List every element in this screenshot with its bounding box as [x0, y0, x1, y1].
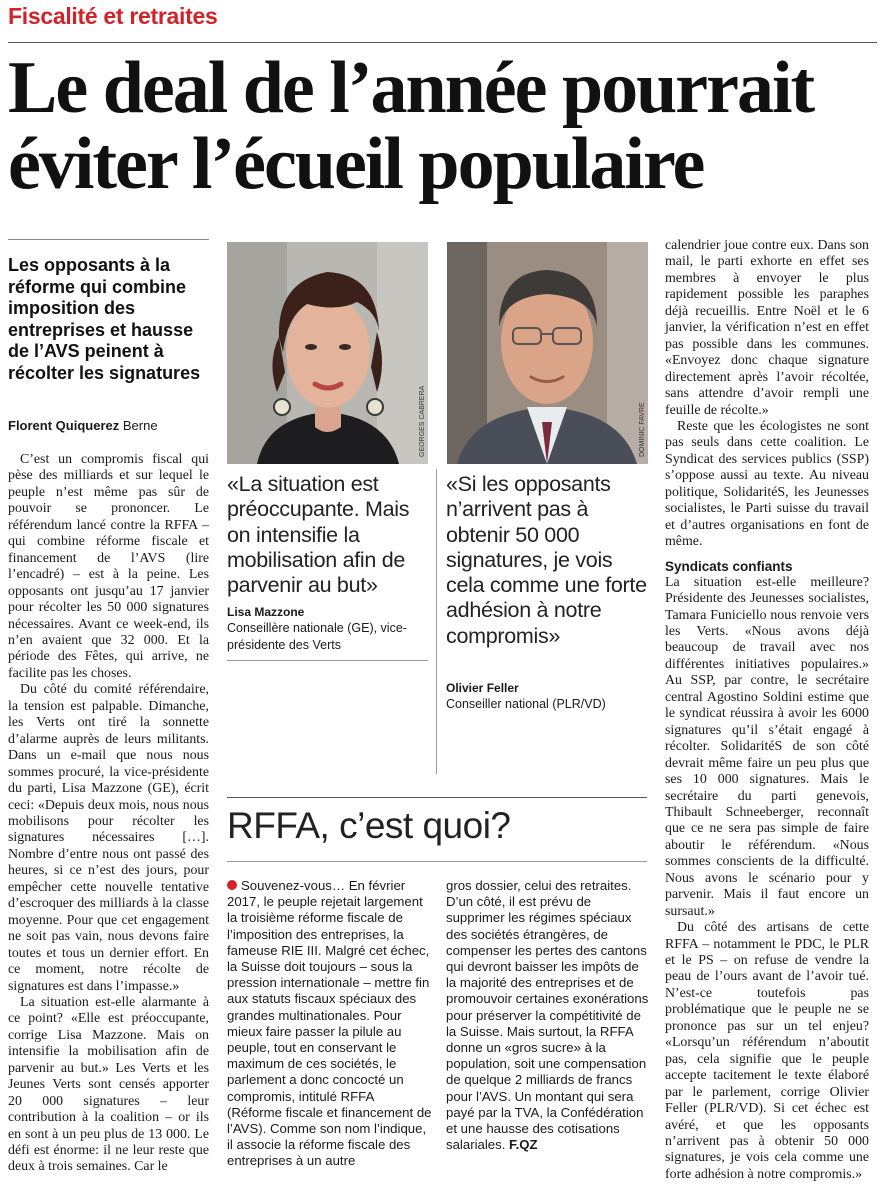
box-text-2: gros dossier, celui des retraites. D’un côté, il est prévu de supprimer les régimes spéciaux des sociétés étrangères, de compenser les pertes des cantons qui devront baisser les impôts de la majorité des entreprises et de promouvoir certaines exonérations pour préserver la compétitivité de la Suisse. Mais surtout, la RFFA donne un «gros sucre» à la population, soit une compensation de quelque 2 milliards de francs pour l’AVS. Un montant qui sera payé par la TVA, la Confédération et une hausse des cotisations salariales. [446, 878, 649, 1153]
pull-quote-feller: «Si les opposants n’arrivent pas à obtenir 50 000 signatures, je vois cela comme une forte adhésion à notre compromis» [446, 472, 647, 648]
body-paragraph: C’est un compromis fiscal qui pèse des milliards et sur lequel le peuple n’est même pas sûr de pouvoir se prononcer. Le référendum lancé contre la RFFA – qui combine réforme fiscale et financement de l’AVS (lire l’encadré) – est à la peine. Les opposants ont jusqu’au 17 janvier pour récolter les 50 000 signatures nécessaires. Avant ce week-end, ils n’en avaient que 32 000. Et la période des Fêtes, qui arrive, ne facilite pas les choses. [8, 452, 209, 681]
body-paragraph: calendrier joue contre eux. Dans son mail, le parti exhorte en effet ses membres à envoyer le plus rapidement possible les paraphes déjà recueillis. Entre Noël et le 6 janvier, la vérification n’est en effet pas possible dans les communes. «Envoyez donc chaque signature directement après l’avoir récoltée, sans attendre d’avoir rempli une feuille de récolte.» [665, 238, 869, 418]
body-paragraph: Du côté du comité référendaire, la tension est palpable. Dimanche, les Verts ont tiré la sonnette d’alarme auprès de leurs militants. Dans un e-mail que nous nous sommes procuré, la vice-présidente du parti, Lisa Mazzone (GE), écrit ceci: «Depuis deux mois, nous nous mobilisons pour récolter les signatures nécessaires […]. Nombre d’entre nous ont passé des heures, si ce n’est des jours, pour empêcher cette nouvelle tentative d’escroquer des milliards à la classe moyenne. Pour que cet engagement ne soit pas vain, nous devons faire toutes et tous un dernier effort. En ce moment, notre récolte de signatures est dans l’impasse.» [8, 682, 209, 994]
photo-lisa-mazzone [227, 242, 428, 464]
byline [8, 418, 213, 433]
pull-quote-mazzone: «La situation est préoccupante. Mais on intensifie la mobilisation afin de parvenir au but» [227, 472, 410, 598]
box-column-1 [227, 878, 432, 1170]
box-text-1: Souvenez-vous… En février 2017, le peuple rejetait largement la troisième réforme fiscale de l’imposition des entreprises, la fameuse RIE III. Malgré cet échec, la Suisse doit toujours – sous la pression internationale – mettre fin aux statuts fiscaux spéciaux des grandes multinationales. Pour mieux faire passer la pilule au peuple, tout en conservant le maximum de ces sociétés, le parlement a donc concocté un compromis, intitulé RFFA (Réforme fiscale et financement de l’AVS). Comme son nom l’indique, il associe la réforme fiscale des entreprises à un autre [227, 878, 432, 1169]
body-paragraph: La situation est-elle alarmante à ce point? «Elle est préoccupante, corrige Lisa Mazzone. Mais on intensifie la mobilisation afin de parvenir au but.» Les Verts et les Jeunes Verts sont censés apporter 20 000 signatures – leur contribution à la coalition – or ils en sont à un peu plus de 13 000. Le défi est énorme: il ne leur reste que deux à trois semaines. Car le [8, 994, 209, 1175]
quote-name-feller: Olivier Feller [446, 681, 519, 695]
box-top-rule [227, 797, 647, 798]
portrait-man-image [447, 242, 648, 464]
section-rubric: Fiscalité et retraites [8, 3, 218, 29]
body-paragraph: Du côté des artisans de cette RFFA – notamment le PDC, le PLR et le PS – on refuse de vendre la peau de l’ours avant de l’avoir tué. N’est-ce toutefois pas problématique que le peuple ne se prononce pas sur un tel enjeu? «Lorsqu’un référendum n’aboutit pas, cela signifie que le peuple accepte tacitement le texte élaboré par le parlement, corrige Olivier Feller (PLR/VD). Si cet échec est avéré, et que les opposants n’arrivent pas à obtenir 50 000 signatures, je vois cela comme une forte adhésion à notre compromis.» [665, 920, 869, 1182]
headline-line-1: Le deal de l’année pourrait [8, 47, 814, 129]
body-paragraph: La situation est-elle meilleure? Présidente des Jeunesses socialistes, Tamara Funiciello nous renvoie vers les Verts. «Nous avons déjà beaucoup de travail avec nos différentes initiatives populaires.» Au SSP, par contre, le secrétaire central Agostino Soldini estime que le syndicat réussira à avoir les 6000 signatures qu’il s’était engagé à récolter. SolidaritéS de son côté devrait même faire un peu plus que ses 10 000 signatures. Mais le secrétaire du parti genevois, Thibault Schneeberger, reconnaît que ce ne sera pas simple de faire aboutir le référendum. «Nous sommes conscients de la difficulté. Nous avons le scénario pour y parvenir. Mais il faut encore un sursaut.» [665, 574, 869, 919]
lead-divider [8, 239, 209, 240]
box-title-rule [227, 861, 647, 862]
photo-credit-left: GEORGES CABRERA [419, 385, 426, 457]
quote-divider [436, 469, 437, 774]
photo-credit-right: DOMINIC FAVRE [639, 402, 646, 457]
body-paragraph: Reste que les écologistes ne sont pas seuls dans cette coalition. Le Syndicat des services publics (SSP) s’oppose aussi au texte. Au niveau politique, SolidaritéS, les Jeunesses socialistes, le Parti suisse du travail et d’autres organisations en font de même. [665, 418, 869, 550]
quote-role-mazzone: Conseillère nationale (GE), vice-présidente des Verts [227, 621, 407, 652]
body-column-1 [8, 452, 209, 1176]
byline-place: Berne [122, 418, 158, 433]
box-column-2 [446, 878, 650, 1153]
body-column-4 [665, 238, 869, 1183]
headline-line-2: éviter l’écueil populaire [8, 123, 704, 205]
byline-author: Florent Quiquerez [8, 418, 120, 433]
headline [8, 47, 878, 205]
portrait-woman-image [227, 242, 428, 464]
subhead: Syndicats confiants [665, 558, 793, 574]
quote-role-feller: Conseiller national (PLR/VD) [446, 697, 606, 711]
quote-rule [227, 660, 428, 661]
box-signature: F.QZ [509, 1137, 538, 1153]
lead-text: Les opposants à la réforme qui combine imposition des entreprises et hausse de l’AVS peinent à récolter les signatures [8, 255, 201, 383]
quote-name-mazzone: Lisa Mazzone [227, 605, 305, 619]
photo-olivier-feller [447, 242, 648, 464]
box-title: RFFA, c’est quoi? [227, 805, 511, 846]
top-divider [8, 42, 877, 43]
bullet-dot-icon [227, 880, 237, 890]
